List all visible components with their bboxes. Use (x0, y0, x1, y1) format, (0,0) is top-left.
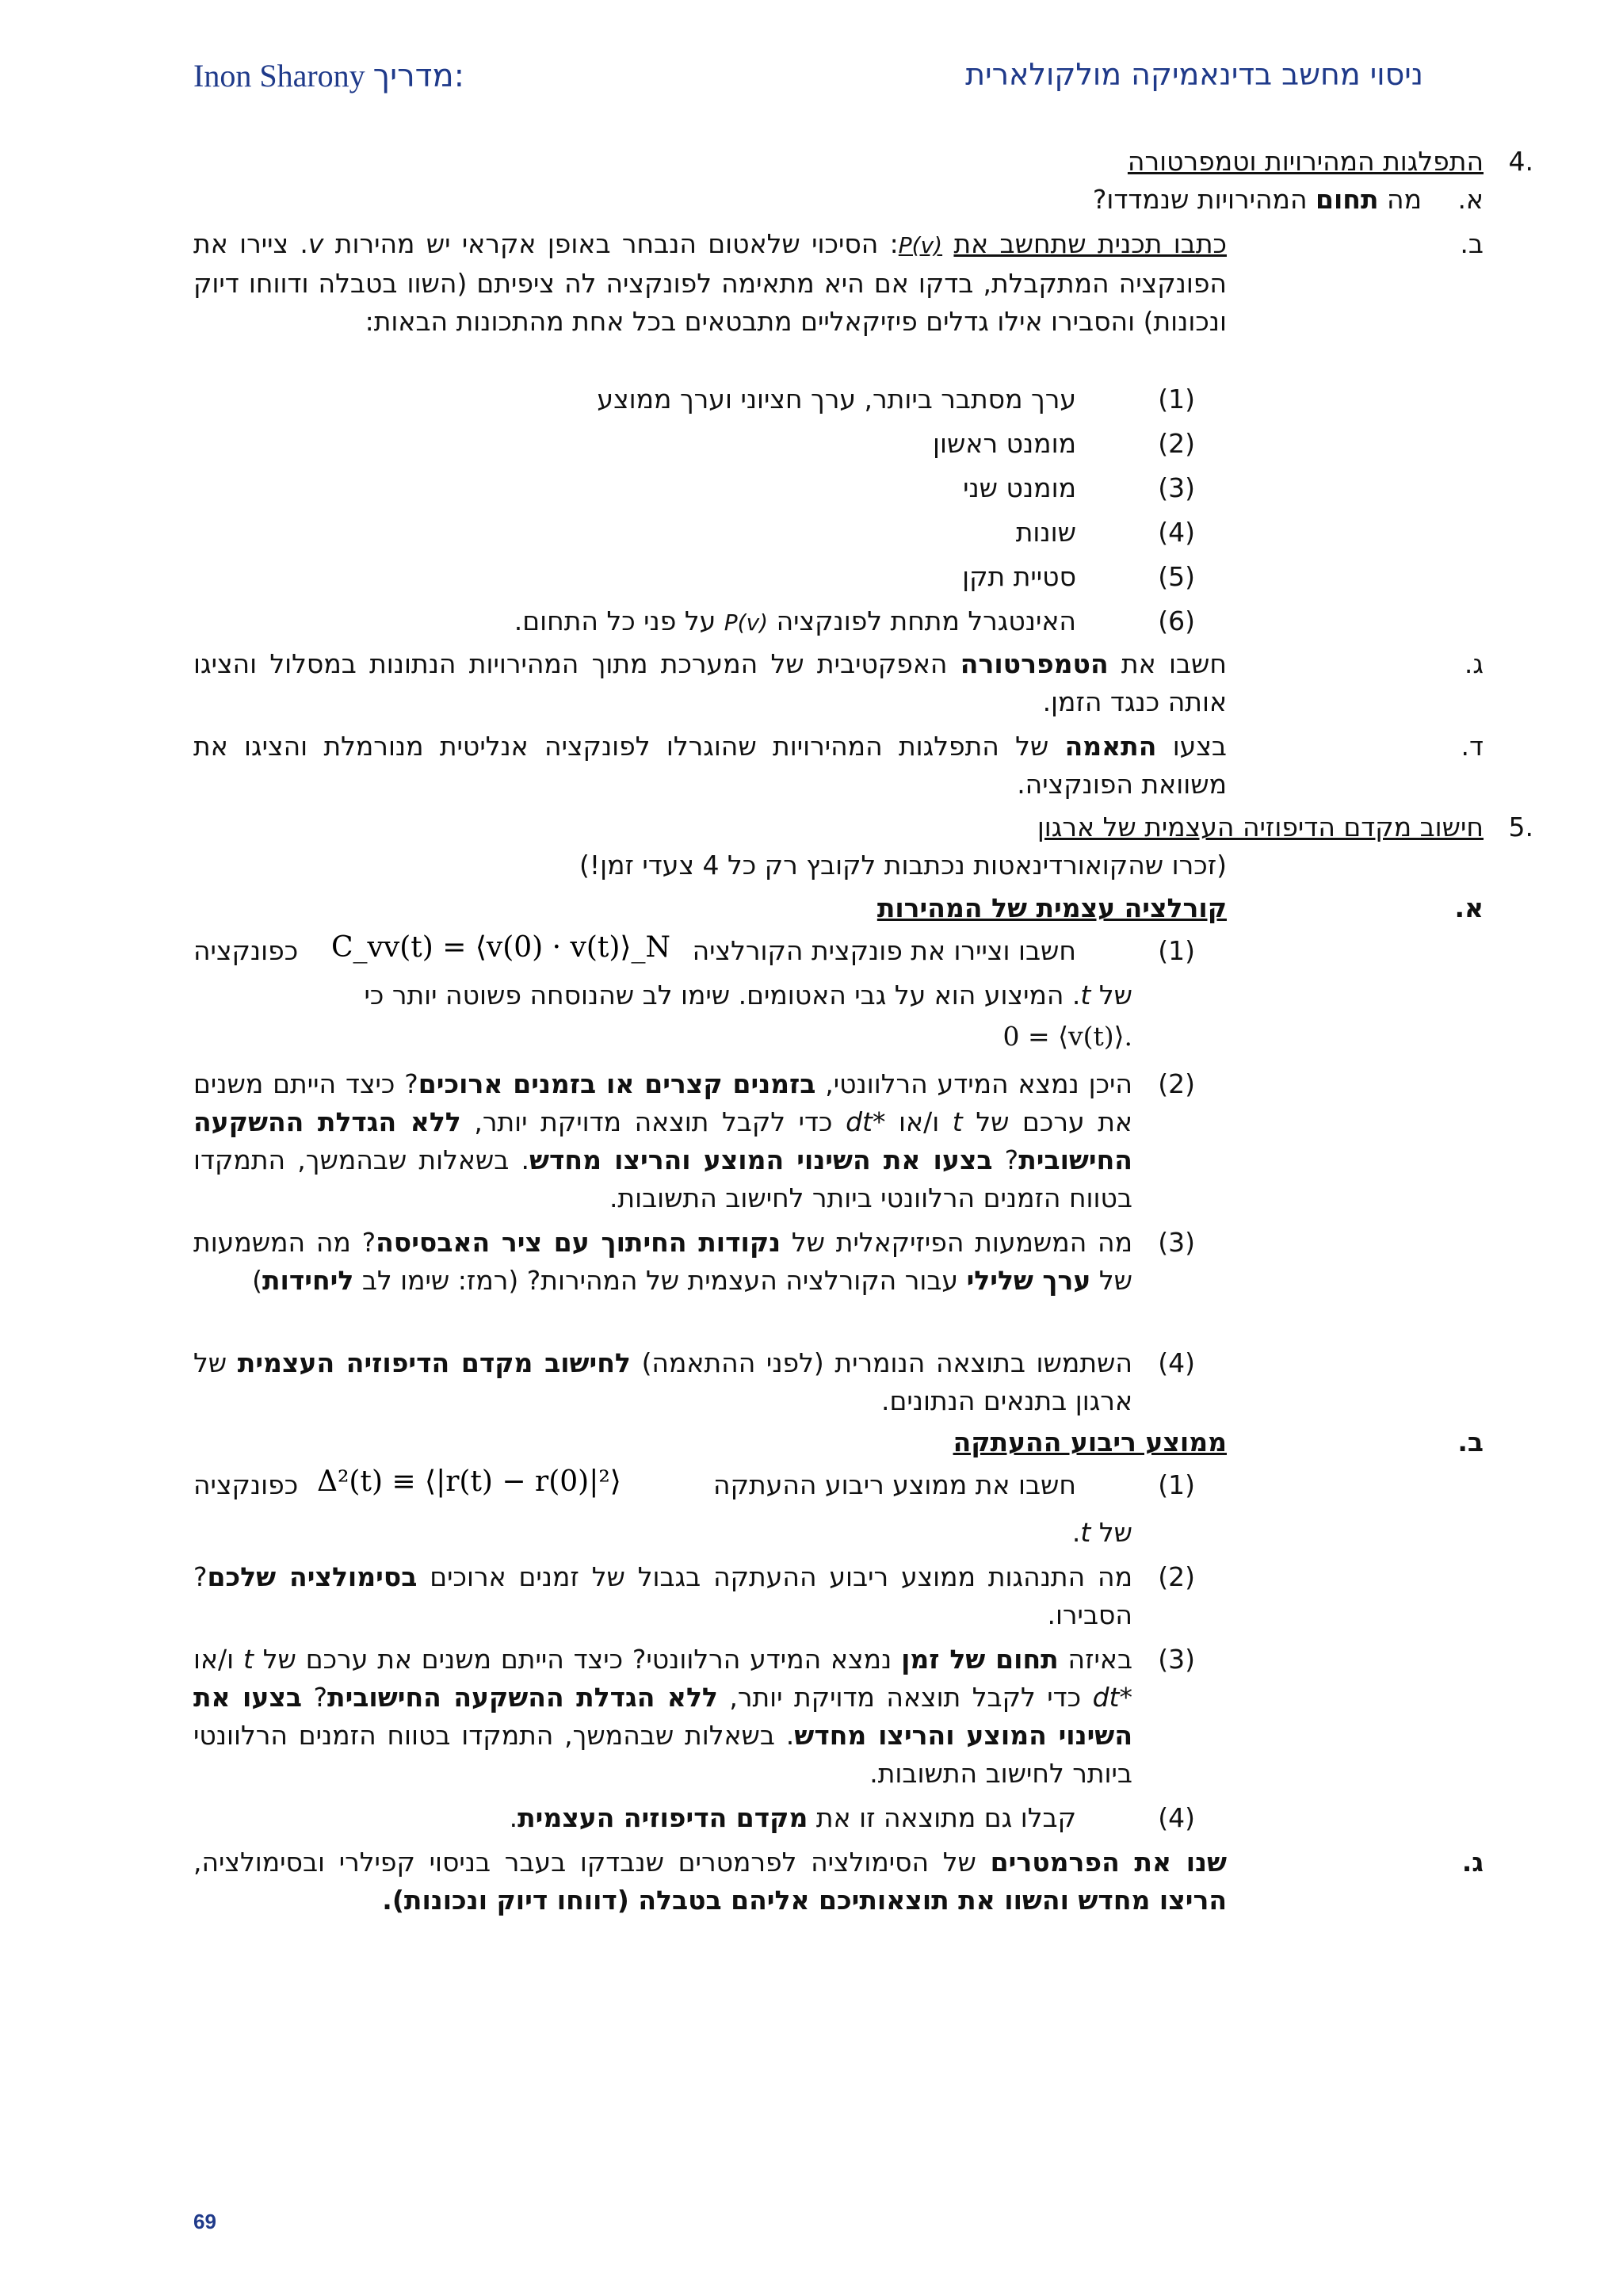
s4-item-3-text: מומנט שני (963, 472, 1076, 503)
s5-a-item-1-pre: חשבו וציירו את פונקצית הקורלציה (692, 935, 1076, 966)
s4-d-text: בצעו התאמה של התפלגות המהירויות שהוגרלו לפונקציה אנליטית מנורמלת והציגו את משוואת הפונקציה. (193, 731, 1227, 800)
s4-item-2-number: (2) (1158, 428, 1195, 459)
s4-item-6-text: האינטגרל מתחת לפונקציה P(v) על פני כל התחום. (514, 606, 1076, 636)
s5-a-item-4-number: (4) (1158, 1347, 1195, 1378)
s4-c-text: חשבו את הטמפרטורה האפקטיבית של המערכת מתוך המהירויות הנתונות במסלול והציגו אותה כנגד הזמן. (193, 648, 1227, 717)
s5-a-item-4-text: השתמשו בתוצאה הנומרית (לפני ההתאמה) לחישוב מקדם הדיפוזיה העצמית של ארגון בתנאים הנתונים. (193, 1347, 1132, 1416)
s4-item-5-text: סטיית תקן (962, 561, 1076, 592)
s5-c-text: שנו את הפרמטרים של הסימולציה לפרמטרים שנבדקו בעבר בניסוי קפילרי ובסימולציה, הריצו מחדש והשוו את תוצאותיכם אליהם בטבלה (דווחו דיוק ונכונות). (193, 1847, 1228, 1916)
section-5-title: חישוב מקדם הדיפוזיה העצמית של ארגון (1037, 812, 1484, 842)
s4-item-5-number: (5) (1158, 561, 1195, 592)
s5-a-item-1-line2: של t. המיצוע הוא על גבי האטומים. שימו לב שהנוסחה פשוטה יותר כי (364, 980, 1132, 1010)
s5-c-label: ג. (1461, 1847, 1484, 1878)
instructor-label: מדריך: (372, 58, 465, 94)
s5-b-title: ממוצע ריבוע ההעתקה (953, 1427, 1227, 1457)
s5-a-label: א. (1454, 892, 1484, 923)
s5-a-item-1-number: (1) (1158, 935, 1195, 966)
s4-item-4-number: (4) (1158, 517, 1195, 548)
s4-a-label: א. (1457, 184, 1484, 215)
document-header-title: ניסוי מחשב בדינאמיקה מולקולארית (965, 57, 1423, 92)
s4-item-3-number: (3) (1158, 472, 1195, 503)
section-5-note: (זכרו שהקואורדינאטות נכתבות לקובץ רק כל 4 צעדי זמן!) (579, 850, 1227, 881)
instructor-name: Inon Sharony (193, 58, 365, 94)
s4-b-label: ב. (1460, 228, 1484, 259)
s4-c-label: ג. (1464, 648, 1484, 679)
s5-a-item-2-text: היכן נמצא המידע הרלוונטי, בזמנים קצרים או בזמנים ארוכים? כיצד הייתם משנים את ערכם של t ו/או dt* כדי לקבל תוצאה מדויקת יותר, ללא הגדלת ההשקעה החישובית? בצעו את השינוי המוצע והריצו מחדש. בשאלות שבהמשך, התמקדו בטווח הזמנים הרלוונטי ביותר לחישוב התשובות. (193, 1068, 1132, 1213)
s4-item-1-text: ערך מסתבר ביותר, ערך חציוני וערך ממוצע (597, 384, 1076, 415)
s5-b-item-3-number: (3) (1158, 1644, 1195, 1675)
s5-a-item-1-post: כפונקציה (193, 935, 299, 966)
section-5-number: .5 (1508, 812, 1533, 842)
s5-b-item-1-line2: של t. (1071, 1517, 1132, 1548)
s5-b-item-1-post: כפונקציה (193, 1469, 299, 1500)
s4-item-2-text: מומנט ראשון (933, 428, 1076, 459)
page-number: 69 (193, 2210, 216, 2233)
s5-a-item-3-text: מה המשמעות הפיזיקאלית של נקודות החיתוך עם ציר האבסיסה? מה המשמעות של ערך שלילי עבור הקורלציה העצמית של המהירות? (רמז: שימו לב ליחידות) (193, 1227, 1133, 1296)
section-4-number: .4 (1508, 146, 1533, 177)
s5-a-item-2-number: (2) (1158, 1068, 1195, 1099)
s4-item-1-number: (1) (1158, 384, 1195, 415)
mean-velocity-zero-formula: .⟨v(t)⟩ = 0 (1002, 1021, 1132, 1052)
s5-b-item-2-text: מה התנהגות ממוצע ריבוע ההעתקה בגבול של זמנים ארוכים בסימולציה שלכם? הסבירו. (193, 1561, 1132, 1630)
s4-item-4-text: שונות (1015, 517, 1076, 548)
s5-b-item-2-number: (2) (1158, 1561, 1195, 1592)
s4-item-6-number: (6) (1158, 606, 1195, 636)
section-4-title: התפלגות המהירויות וטמפרטורה (1127, 146, 1484, 177)
velocity-autocorrelation-formula: C_vv(t) = ⟨v(0) · v(t)⟩_N (331, 931, 670, 964)
s5-a-item-3-number: (3) (1158, 1227, 1195, 1258)
s5-b-item-4-number: (4) (1158, 1802, 1195, 1833)
s4-b-text: כתבו תכנית שתחשב את P(v): הסיכוי שלאטום הנבחר באופן אקראי יש מהירות v. ציירו את הפונקציה המתקבלת, בדקו אם היא מתאימה לפונקציה לה ציפיתם (השוו בטבלה ודווחו דיוק ונכונות) והסבירו אילו גדלים פיזיקאליים מתבטאים בכל אחת מהתכונות הבאות: (193, 228, 1227, 337)
s4-d-label: ד. (1461, 731, 1484, 762)
document-header-instructor (193, 57, 464, 94)
s5-b-label: ב. (1457, 1427, 1484, 1457)
s5-b-item-1-number: (1) (1158, 1469, 1195, 1500)
s5-b-item-4-text: קבלו גם מתוצאה זו את מקדם הדיפוזיה העצמית. (509, 1802, 1076, 1833)
s5-b-item-1-pre: חשבו את ממוצע ריבוע ההעתקה (713, 1469, 1076, 1500)
s4-a-text: מה תחום המהירויות שנמדדו? (1092, 184, 1422, 215)
s5-a-title: קורלציה עצמית של המהירות (876, 892, 1227, 923)
s5-b-item-3-text: באיזה תחום של זמן נמצא המידע הרלוונטי? כיצד הייתם משנים את ערכם של t ו/או dt* כדי לקבל תוצאה מדויקת יותר, ללא הגדלת ההשקעה החישובית? בצעו את השינוי המוצע והריצו מחדש. בשאלות שבהמשך, התמקדו בטווח הזמנים הרלוונטי ביותר לחישוב התשובות. (193, 1644, 1133, 1789)
mean-square-displacement-formula: Δ²(t) ≡ ⟨|r(t) − r(0)|²⟩ (317, 1465, 621, 1498)
